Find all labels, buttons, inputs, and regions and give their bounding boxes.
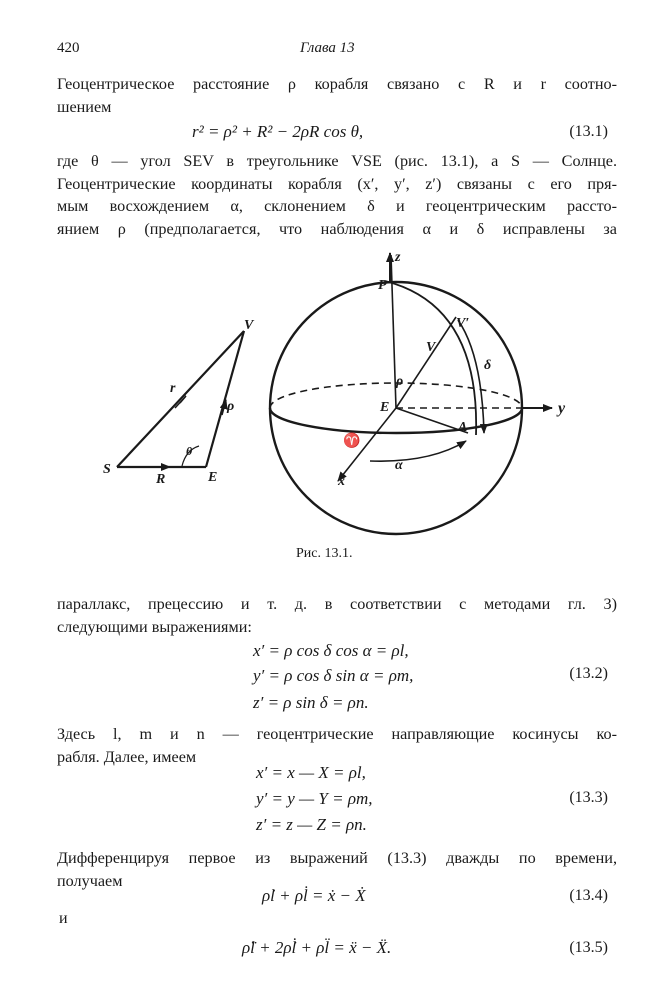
figure-13-1	[0, 245, 650, 565]
running-title: Глава 13	[300, 40, 355, 56]
equation-13-2-line-3: z′ = ρ sin δ = ρn.	[253, 693, 369, 712]
equation-13-1: r² = ρ² + R² − 2ρR cos θ,	[192, 122, 364, 141]
label-rho-sphere: ρ	[396, 374, 404, 389]
text-line: мым восхождением α, склонением δ и геоцентрическим рассто-	[57, 197, 617, 215]
paragraph-2	[57, 150, 617, 240]
sphere-diagram	[270, 253, 552, 534]
text-line: Здесь l, m и n — геоцентрические направляющие косинусы ко-	[57, 725, 617, 743]
equation-13-3-line-1: x′ = x — X = ρl,	[256, 763, 366, 782]
page-number: 420	[57, 40, 80, 56]
equation-13-3-line-2: y′ = y — Y = ρm,	[256, 789, 373, 808]
text-line: получаем	[57, 871, 123, 890]
equation-13-4: ρ̇l + ρl̇ = ẋ − Ẋ	[262, 886, 366, 905]
label-S: S	[103, 462, 111, 477]
text-line: где θ — угол SEV в треугольнике VSE (рис. 13.1), а S — Солнце.	[57, 152, 617, 170]
label-aries: ♈	[343, 434, 361, 449]
label-alpha: α	[395, 458, 403, 473]
label-V: V	[244, 318, 254, 333]
label-E-sphere: E	[380, 400, 390, 415]
equation-13-2-line-1: x′ = ρ cos δ cos α = ρl,	[253, 641, 409, 660]
text-line: Дифференцируя первое из выражений (13.3) дважды по времени,	[57, 849, 617, 867]
equation-number: (13.5)	[569, 939, 608, 956]
paragraph-4	[57, 723, 617, 768]
label-y: y	[558, 400, 566, 417]
equation-number: (13.3)	[569, 789, 608, 806]
equation-13-3-line-3: z′ = z — Z = ρn.	[256, 815, 367, 834]
alpha-arc	[370, 441, 466, 461]
label-V-prime: V′	[456, 316, 470, 331]
label-E: E	[208, 470, 218, 485]
text-line: Геоцентрическое расстояние ρ корабля связано с R и r соотно-	[57, 75, 617, 93]
paragraph-1	[57, 73, 617, 118]
label-x: x	[338, 474, 345, 489]
label-A: A	[458, 420, 468, 435]
meridian-arc	[385, 281, 476, 435]
text-line: параллакс, прецессию и т. д. в соответствии с методами гл. 3)	[57, 595, 617, 613]
text-line: янием ρ (предполагается, что наблюдения α и δ исправлены за	[57, 219, 617, 238]
label-z: z	[395, 250, 401, 265]
text-line: шением	[57, 97, 112, 116]
paragraph-3	[57, 593, 617, 638]
equation-number: (13.4)	[569, 887, 608, 904]
conjunction: и	[59, 910, 68, 927]
text-line: рабля. Далее, имеем	[57, 747, 197, 766]
label-P: P	[378, 278, 387, 293]
equation-13-5: ρ̈l + 2ρ̇l̇ + ρl̈ = ẍ − Ẍ.	[242, 938, 392, 957]
label-delta: δ	[484, 358, 492, 373]
text-line: следующими выражениями:	[57, 617, 252, 636]
line-EV	[396, 317, 456, 408]
equation-13-2-line-2: y′ = ρ cos δ sin α = ρm,	[253, 666, 414, 685]
label-V-sphere: V	[426, 340, 436, 355]
text-line: Геоцентрические координаты корабля (x′, y′, z′) связаны с его пря-	[57, 174, 617, 193]
equation-number: (13.2)	[569, 665, 608, 682]
triangle-diagram	[117, 331, 244, 467]
label-theta: θ	[186, 444, 193, 458]
equation-number: (13.1)	[569, 123, 608, 140]
label-r: r	[170, 381, 176, 396]
label-rho: ρ	[227, 399, 235, 414]
label-R: R	[156, 472, 166, 487]
figure-caption: Рис. 13.1.	[296, 546, 353, 561]
